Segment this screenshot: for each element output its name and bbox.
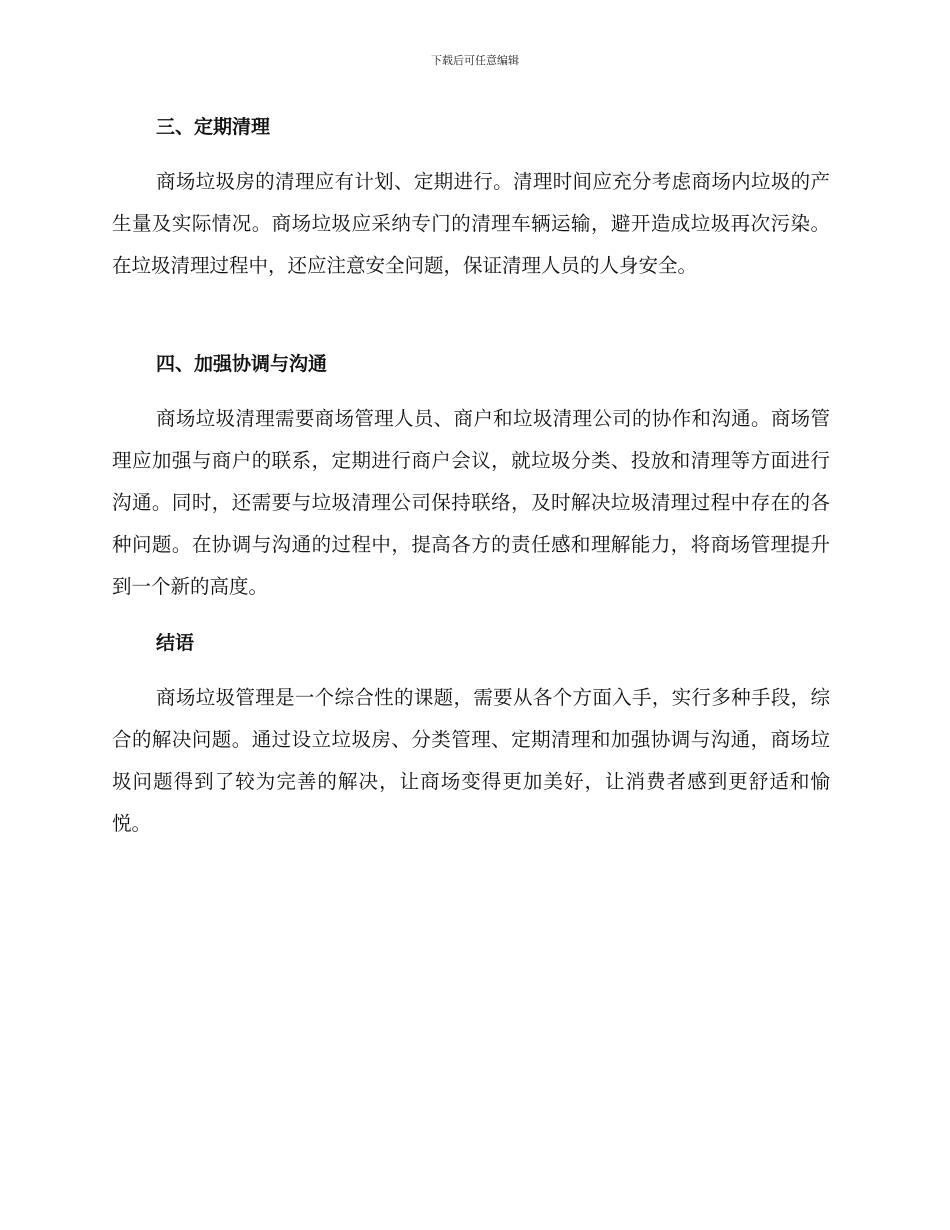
section-paragraph-coordination: 商场垃圾清理需要商场管理人员、商户和垃圾清理公司的协作和沟通。商场管理应加强与商户的联系，定期进行商户会议，就垃圾分类、投放和清理等方面进行沟通。同时，还需要与垃圾清理公司保持联络，及时解决垃圾清理过程中存在的各种问题。在协调与沟通的过程中，提高各方的责任感和理解能力，将商场管理提升到一个新的高度。: [112, 407, 830, 598]
section-heading-conclusion: 结语: [156, 632, 195, 654]
section-paragraph-regular-cleaning: 商场垃圾房的清理应有计划、定期进行。清理时间应充分考虑商场内垃圾的产生量及实际情况。商场垃圾应采纳专门的清理车辆运输，避开造成垃圾再次污染。在垃圾清理过程中，还应注意安全问题，保证清理人员的人身安全。: [112, 170, 830, 277]
page-header: 下载后可任意编辑: [431, 54, 519, 67]
section-heading-regular-cleaning: 三、定期清理: [156, 116, 271, 138]
section-heading-coordination: 四、加强协调与沟通: [156, 353, 328, 375]
section-paragraph-conclusion: 商场垃圾管理是一个综合性的课题，需要从各个方面入手，实行多种手段，综合的解决问题。通过设立垃圾房、分类管理、定期清理和加强协调与沟通，商场垃圾问题得到了较为完善的解决，让商场变得更加美好，让消费者感到更舒适和愉悦。: [112, 686, 830, 835]
